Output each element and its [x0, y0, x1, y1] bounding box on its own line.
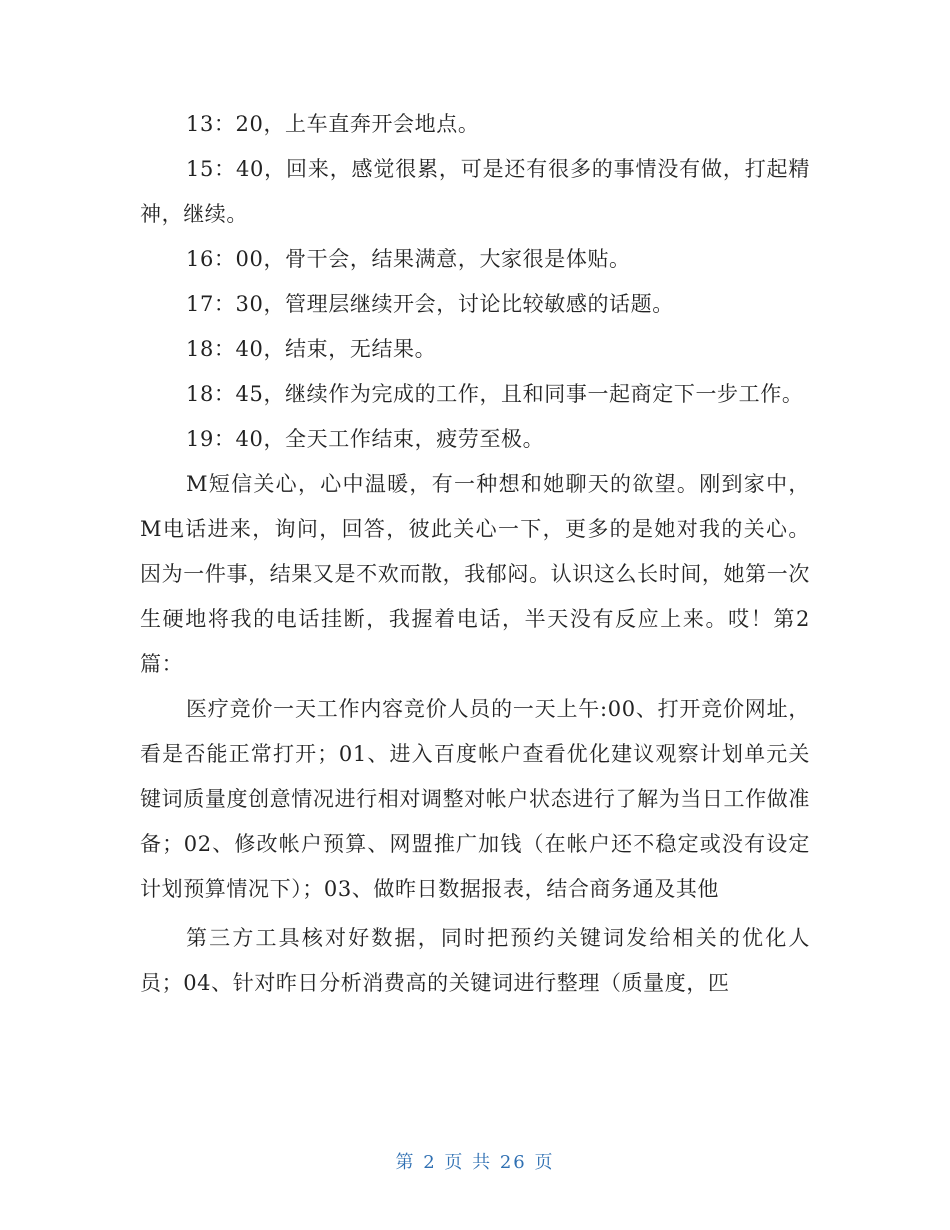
paragraph-bidding-work: 医疗竞价一天工作内容竞价人员的一天上午:00、打开竞价网址，看是否能正常打开；01、进入百度帐户查看优化建议观察计划单元关键词质量度创意情况进行相对调整对帐户状态进行了解为当日工作做准备；02、修改帐户预算、网盟推广加钱（在帐户还不稳定或没有设定计划预算情况下）；03、做昨日数据报表，结合商务通及其他 — [140, 697, 810, 901]
document-body — [140, 102, 810, 1006]
paragraph-1600: 16：00，骨干会，结果满意，大家很是体贴。 — [186, 247, 631, 271]
paragraph-third-party-tools: 第三方工具核对好数据，同时把预约关键词发给相关的优化人员；04、针对昨日分析消费高的关键词进行整理（质量度，匹 — [140, 926, 810, 995]
paragraph-1840: 18：40，结束，无结果。 — [186, 337, 437, 361]
paragraph-1845: 18：45，继续作为完成的工作，且和同事一起商定下一步工作。 — [186, 382, 804, 406]
page-number-footer: 第 2 页 共 26 页 — [395, 1152, 555, 1173]
paragraph-1540: 15：40，回来，感觉很累，可是还有很多的事情没有做，打起精神，继续。 — [140, 157, 810, 226]
paragraph-1730: 17：30，管理层继续开会，讨论比较敏感的话题。 — [186, 292, 674, 316]
paragraph-m-message: M短信关心，心中温暖，有一种想和她聊天的欲望。刚到家中，M电话进来，询问，回答，彼此关心一下，更多的是她对我的关心。因为一件事，结果又是不欢而散，我郁闷。认识这么长时间，她第一次生硬地将我的电话挂断，我握着电话，半天没有反应上来。哎！第2篇： — [140, 472, 810, 676]
paragraph-1320: 13：20，上车直奔开会地点。 — [186, 112, 480, 136]
paragraph-1940: 19：40，全天工作结束，疲劳至极。 — [186, 427, 545, 451]
